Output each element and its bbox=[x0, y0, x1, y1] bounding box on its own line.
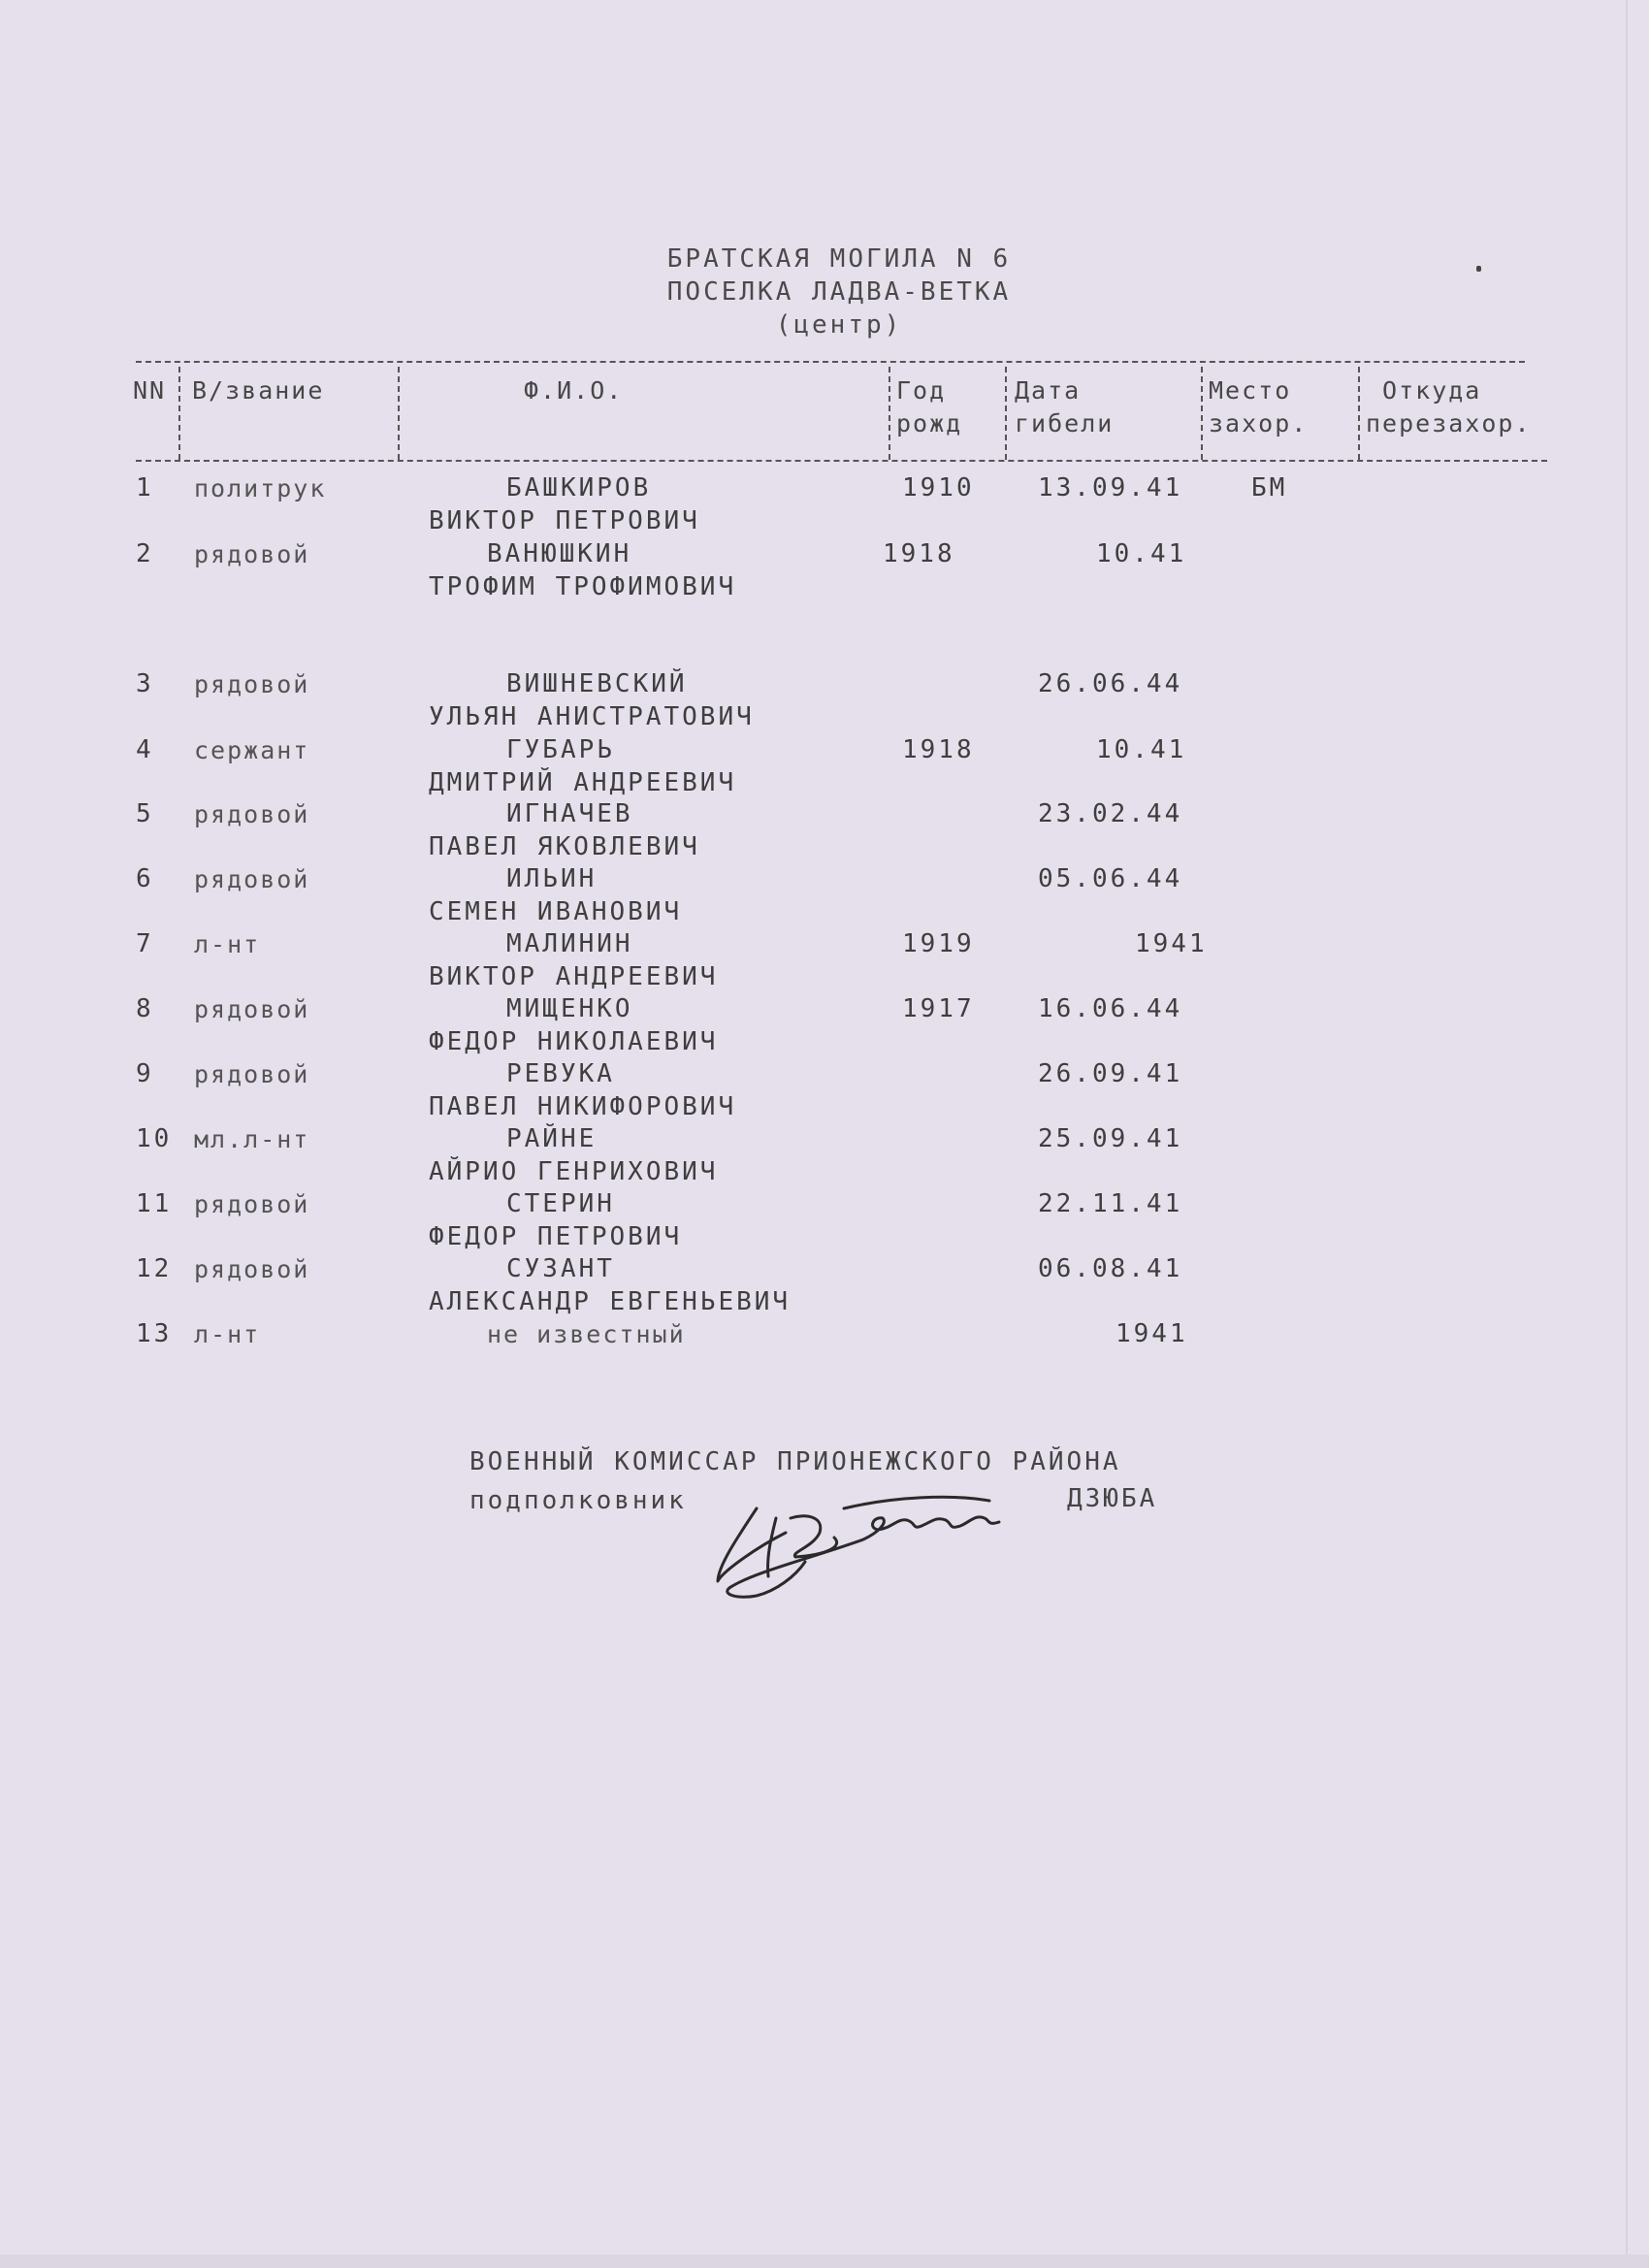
row-number: 4 bbox=[136, 735, 154, 764]
row-death-date: 22.11.41 bbox=[1038, 1189, 1183, 1218]
row-given-names: СЕМЕН ИВАНОВИЧ bbox=[429, 897, 683, 926]
row-surname: ИЛЬИН bbox=[506, 864, 598, 893]
row-rank: л-нт bbox=[194, 930, 261, 958]
row-death-date: 06.08.41 bbox=[1038, 1254, 1183, 1283]
row-surname: РАЙНЕ bbox=[506, 1124, 598, 1153]
row-surname: ВАНЮШКИН bbox=[487, 539, 632, 568]
row-rank: л-нт bbox=[194, 1320, 261, 1348]
row-rank: рядовой bbox=[194, 995, 310, 1023]
row-given-names: УЛЬЯН АНИСТРАТОВИЧ bbox=[429, 702, 755, 731]
row-death-date: 26.06.44 bbox=[1038, 669, 1183, 698]
column-header-death-date: Дата гибели bbox=[1015, 376, 1115, 437]
row-rank: рядовой bbox=[194, 670, 310, 698]
row-given-names: ПАВЕЛ НИКИФОРОВИЧ bbox=[429, 1092, 737, 1121]
document-title: БРАТСКАЯ МОГИЛА N 6 bbox=[666, 244, 1012, 274]
row-death-date: 10.41 bbox=[1096, 735, 1187, 764]
row-death-date: 16.06.44 bbox=[1038, 994, 1183, 1023]
signatory-rank: подполковник bbox=[469, 1486, 687, 1515]
row-number: 8 bbox=[136, 994, 154, 1023]
signatory-position: ВОЕННЫЙ КОМИССАР ПРИОНЕЖСКОГО РАЙОНА bbox=[469, 1447, 1121, 1476]
row-surname: ИГНАЧЕВ bbox=[506, 799, 633, 828]
row-birth-year: 1917 bbox=[902, 994, 975, 1023]
page-edge-right bbox=[1626, 0, 1628, 2268]
row-given-names: ВИКТОР АНДРЕЕВИЧ bbox=[429, 962, 719, 991]
row-rank: рядовой bbox=[194, 1255, 310, 1283]
document-subtitle: ПОСЕЛКА ЛАДВА-ВЕТКА bbox=[666, 277, 1012, 307]
row-given-names: АЙРИО ГЕНРИХОВИЧ bbox=[429, 1157, 719, 1186]
row-number: 3 bbox=[136, 669, 154, 698]
row-death-date: 1941 bbox=[1135, 929, 1208, 958]
row-number: 5 bbox=[136, 799, 154, 828]
row-given-names: ФЕДОР НИКОЛАЕВИЧ bbox=[429, 1027, 719, 1056]
row-given-names: ВИКТОР ПЕТРОВИЧ bbox=[429, 506, 700, 535]
row-surname: СТЕРИН bbox=[506, 1189, 615, 1218]
row-given-names: ДМИТРИЙ АНДРЕЕВИЧ bbox=[429, 768, 737, 797]
row-number: 7 bbox=[136, 929, 154, 958]
row-surname: СУЗАНТ bbox=[506, 1254, 615, 1283]
page-edge-bottom bbox=[0, 2254, 1649, 2268]
row-death-date: 25.09.41 bbox=[1038, 1124, 1183, 1153]
row-surname: РЕВУКА bbox=[506, 1059, 615, 1088]
row-number: 1 bbox=[136, 473, 154, 502]
row-birth-year: 1919 bbox=[902, 929, 975, 958]
row-rank: политрук bbox=[194, 474, 327, 502]
column-header-burial-place: Место захор. bbox=[1209, 376, 1309, 437]
row-given-names: АЛЕКСАНДР ЕВГЕНЬЕВИЧ bbox=[429, 1287, 792, 1316]
handwritten-signature bbox=[698, 1479, 1018, 1605]
row-surname: ВИШНЕВСКИЙ bbox=[506, 669, 688, 698]
column-header-fio: Ф.И.О. bbox=[524, 376, 624, 405]
ink-dot bbox=[1476, 266, 1481, 272]
column-divider bbox=[889, 367, 890, 460]
column-divider bbox=[1358, 367, 1360, 460]
row-number: 6 bbox=[136, 864, 154, 893]
row-rank: рядовой bbox=[194, 800, 310, 828]
row-number: 13 bbox=[136, 1319, 173, 1348]
row-surname: не известный bbox=[487, 1320, 686, 1348]
row-number: 11 bbox=[136, 1189, 173, 1218]
document-location-note: (центр) bbox=[775, 310, 903, 340]
row-number: 9 bbox=[136, 1059, 154, 1088]
row-number: 2 bbox=[136, 539, 154, 568]
column-header-reburied-from: Откуда перезахор. bbox=[1366, 376, 1532, 437]
row-rank: рядовой bbox=[194, 1190, 310, 1218]
column-divider bbox=[178, 367, 180, 460]
row-rank: рядовой bbox=[194, 865, 310, 893]
row-death-date: 26.09.41 bbox=[1038, 1059, 1183, 1088]
column-header-birth-year: Год рожд bbox=[896, 376, 963, 437]
row-given-names: ФЕДОР ПЕТРОВИЧ bbox=[429, 1222, 683, 1251]
row-death-date: 1941 bbox=[1116, 1319, 1188, 1348]
row-death-date: 10.41 bbox=[1096, 539, 1187, 568]
row-birth-year: 1918 bbox=[902, 735, 975, 764]
row-given-names: ТРОФИМ ТРОФИМОВИЧ bbox=[429, 572, 737, 601]
row-rank: мл.л-нт bbox=[194, 1125, 310, 1153]
row-surname: БАШКИРОВ bbox=[506, 473, 652, 502]
column-divider bbox=[398, 367, 400, 460]
table-top-rule bbox=[136, 361, 1525, 363]
row-rank: рядовой bbox=[194, 1060, 310, 1088]
row-death-date: 13.09.41 bbox=[1038, 473, 1183, 502]
row-burial-place: БМ bbox=[1251, 473, 1288, 502]
column-divider bbox=[1201, 367, 1203, 460]
table-header-bottom-rule bbox=[136, 460, 1547, 462]
row-number: 12 bbox=[136, 1254, 173, 1283]
row-given-names: ПАВЕЛ ЯКОВЛЕВИЧ bbox=[429, 832, 700, 861]
column-header-nn: NN bbox=[133, 376, 167, 405]
row-number: 10 bbox=[136, 1124, 173, 1153]
row-surname: МАЛИНИН bbox=[506, 929, 633, 958]
row-surname: ГУБАРЬ bbox=[506, 735, 615, 764]
row-surname: МИЩЕНКО bbox=[506, 994, 633, 1023]
row-death-date: 05.06.44 bbox=[1038, 864, 1183, 893]
row-rank: рядовой bbox=[194, 540, 310, 568]
row-birth-year: 1918 bbox=[883, 539, 955, 568]
column-header-rank: В/звание bbox=[192, 376, 325, 405]
column-divider bbox=[1005, 367, 1007, 460]
row-birth-year: 1910 bbox=[902, 473, 975, 502]
signatory-name: ДЗЮБА bbox=[1067, 1484, 1158, 1513]
row-rank: сержант bbox=[194, 736, 310, 764]
row-death-date: 23.02.44 bbox=[1038, 799, 1183, 828]
